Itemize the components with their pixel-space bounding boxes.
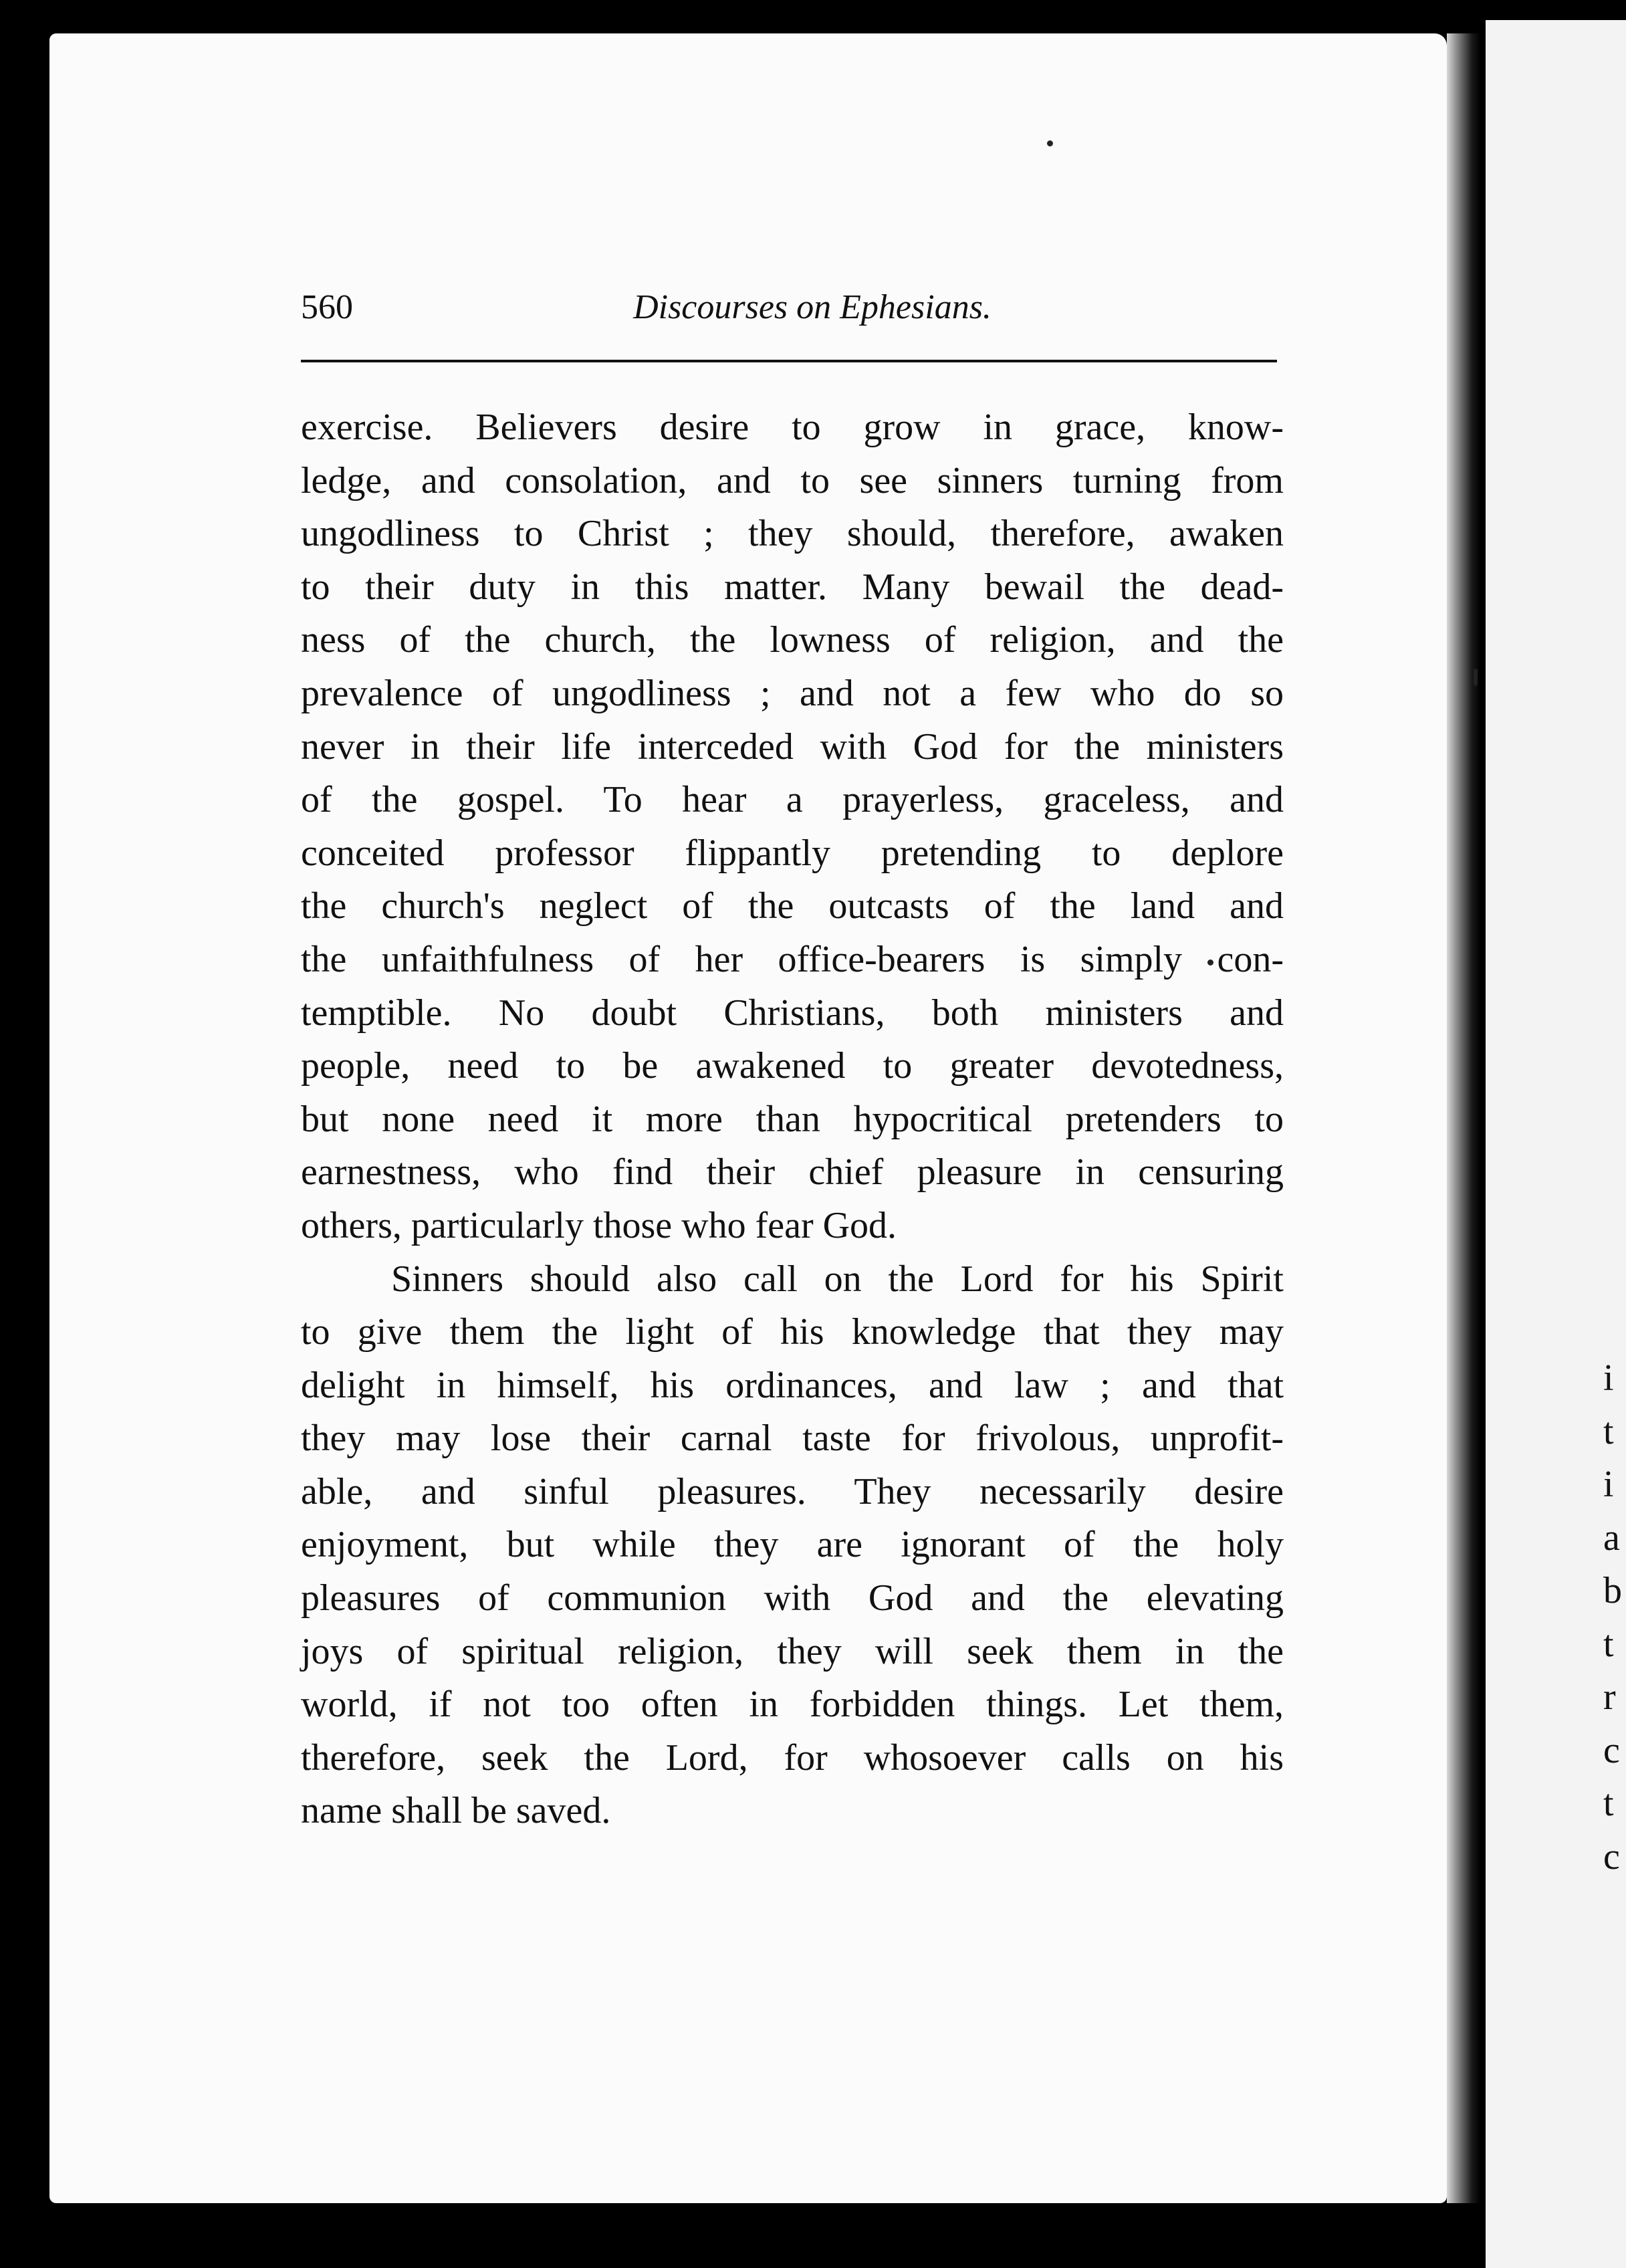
text-line: temptible. No doubt Christians, both ministers and	[301, 992, 1284, 1034]
text-line: therefore, seek the Lord, for whosoever calls on his	[301, 1736, 1284, 1779]
text-line: pleasures of communion with God and the elevating	[301, 1577, 1284, 1619]
running-head	[301, 284, 1277, 338]
adjacent-letter: b	[1603, 1570, 1622, 1611]
paragraph-1	[301, 401, 1284, 1253]
text-line: people, need to be awakened to greater devotedness,	[301, 1045, 1284, 1087]
text-line: able, and sinful pleasures. They necessarily desire	[301, 1470, 1284, 1512]
text-line: ledge, and consolation, and to see sinners turning from	[301, 459, 1284, 501]
text-line: to their duty in this matter. Many bewail the dead-	[301, 566, 1284, 608]
text-line: conceited professor flippantly pretending to deplore	[301, 832, 1284, 874]
text-line: the church's neglect of the outcasts of the land and	[301, 885, 1284, 927]
text-line: prevalence of ungodliness ; and not a few who do so	[301, 672, 1284, 714]
text-line: name shall be saved.	[301, 1790, 611, 1832]
paragraph-2	[301, 1253, 1284, 1839]
adjacent-letter: c	[1603, 1729, 1620, 1771]
text-line: others, particularly those who fear God.	[301, 1204, 897, 1246]
adjacent-letter: t	[1603, 1410, 1614, 1452]
text-line: enjoyment, but while they are ignorant of the holy	[301, 1524, 1284, 1566]
page-number: 560	[301, 288, 353, 326]
text-line: they may lose their carnal taste for frivolous, unprofit-	[301, 1418, 1284, 1460]
text-line: earnestness, who find their chief pleasure in censuring	[301, 1151, 1284, 1194]
text-line: joys of spiritual religion, they will seek them in the	[301, 1630, 1284, 1672]
text-line: but none need it more than hypocritical pretenders to	[301, 1098, 1284, 1140]
adjacent-page-letters	[1603, 1352, 1626, 1884]
adjacent-letter: t	[1603, 1783, 1614, 1824]
page-edge-shadow	[1447, 33, 1480, 2203]
text-line: world, if not too often in forbidden things. Let them,	[301, 1684, 1284, 1726]
text-line: of the gospel. To hear a prayerless, graceless, and	[301, 779, 1284, 821]
text-line: ungodliness to Christ ; they should, therefore, awaken	[301, 513, 1284, 555]
body-text	[301, 401, 1284, 1838]
header-rule	[301, 360, 1277, 362]
text-line: exercise. Believers desire to grow in grace, know-	[301, 407, 1284, 448]
text-line: ness of the church, the lowness of religion, and the	[301, 619, 1284, 661]
text-line: the unfaithfulness of her office-bearers is simply con-	[301, 938, 1284, 980]
adjacent-letter: c	[1603, 1835, 1620, 1878]
adjacent-letter: r	[1603, 1676, 1616, 1718]
running-title: Discourses on Ephesians.	[633, 288, 992, 326]
adjacent-letter: i	[1603, 1357, 1614, 1399]
adjacent-letter: t	[1603, 1623, 1614, 1665]
text-line: Sinners should also call on the Lord for his Spirit	[391, 1258, 1284, 1300]
paper-speck	[1047, 140, 1053, 146]
paper-speck	[1474, 669, 1478, 686]
text-line: delight in himself, his ordinances, and law ; and that	[301, 1364, 1284, 1406]
text-line: never in their life interceded with God for the ministers	[301, 725, 1284, 768]
adjacent-page	[1486, 20, 1626, 2268]
adjacent-letter: i	[1603, 1464, 1614, 1505]
adjacent-letter: a	[1603, 1516, 1620, 1559]
text-line: to give them the light of his knowledge that they may	[301, 1311, 1284, 1353]
